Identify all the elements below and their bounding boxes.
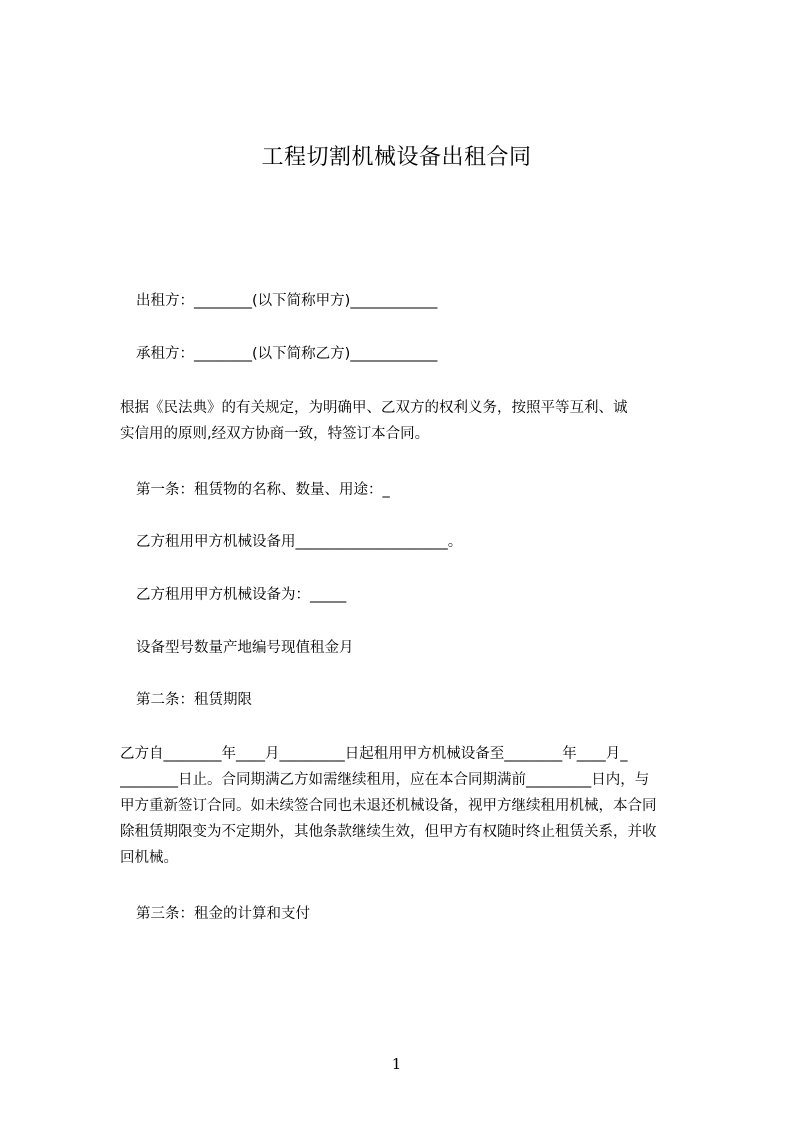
article2-paragraph-line: ________日止。合同期满乙方如需继续租用，应在本合同期满前_________日内，与 [120, 772, 650, 788]
article2-paragraph-line: 乙方自________年____月_________日起租用甲方机械设备至________年____月_ [120, 746, 628, 762]
article2-paragraph [120, 741, 702, 871]
lessor-line: 出租方：________(以下简称甲方)____________ [136, 293, 438, 309]
article1-heading: 第一条：租赁物的名称、数量、用途：_ [136, 482, 390, 498]
article1-equipment-line: 乙方租用甲方机械设备为：_____ [136, 587, 347, 603]
document-title: 工程切割机械设备出租合同 [261, 145, 532, 170]
lessee-line: 承租方：________(以下简称乙方)____________ [136, 346, 438, 362]
intro-paragraph-line: 根据《民法典》的有关规定，为明确甲、乙双方的权利义务，按照平等互利、诚 [120, 400, 628, 416]
article3-heading: 第三条：租金的计算和支付 [136, 906, 310, 922]
page-number: 1 [391, 1055, 402, 1073]
article2-paragraph-line: 回机械。 [120, 850, 178, 866]
equipment-table-header: 设备型号数量产地编号现值租金月 [136, 640, 354, 656]
intro-paragraph [120, 395, 702, 447]
article2-paragraph-line: 甲方重新签订合同。如未续签合同也未退还机械设备，视甲方继续租用机械，本合同 [120, 798, 657, 814]
article2-paragraph-line: 除租赁期限变为不定期外，其他条款继续生效，但甲方有权随时终止租赁关系，并收 [120, 824, 657, 840]
article2-heading: 第二条：租赁期限 [136, 692, 252, 708]
intro-paragraph-line: 实信用的原则,经双方协商一致，特签订本合同。 [120, 426, 430, 442]
article1-use-line: 乙方租用甲方机械设备用_____________________。 [136, 534, 463, 550]
